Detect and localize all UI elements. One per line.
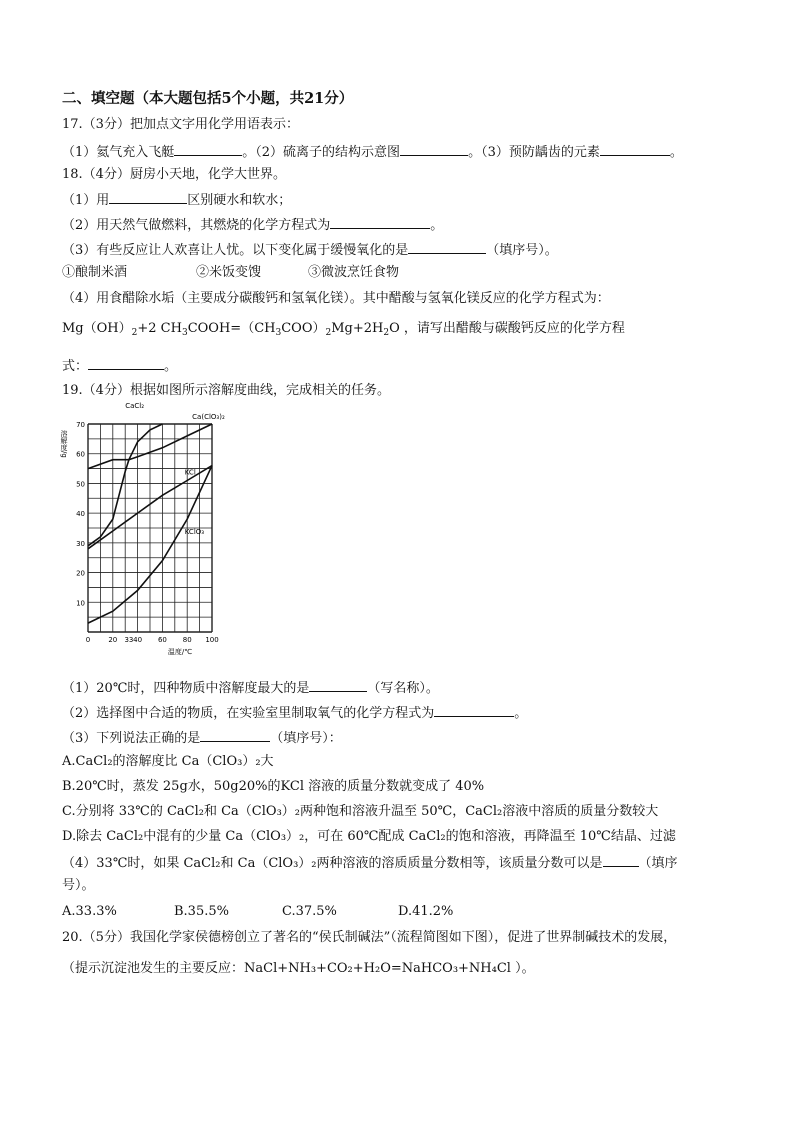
q18-part3 bbox=[62, 240, 558, 260]
q18-blank-3[interactable] bbox=[408, 240, 486, 254]
x-tick-label: 33 bbox=[124, 636, 134, 644]
x-tick-label: 20 bbox=[108, 636, 118, 644]
q18-blank-4[interactable] bbox=[88, 356, 164, 370]
q18-blank-1[interactable] bbox=[109, 190, 187, 204]
q19-stem: 19.（4分）根据如图所示溶解度曲线，完成相关的任务。 bbox=[62, 383, 390, 398]
q17-text-c: 。（3）预防龋齿的元素 bbox=[468, 145, 600, 160]
q19-p2-b: 。 bbox=[514, 706, 528, 721]
q17-part1 bbox=[62, 142, 683, 162]
q18-options bbox=[62, 264, 399, 282]
q19-blank-4[interactable] bbox=[603, 853, 639, 867]
q18-blank-2[interactable] bbox=[330, 215, 430, 229]
q17-blank-3[interactable] bbox=[600, 142, 670, 156]
y-tick-label: 40 bbox=[76, 510, 85, 519]
q18-option-2: ②米饭变馊 bbox=[196, 265, 262, 280]
q18-p3-a: （3）有些反应让人欢喜让人忧。以下变化属于缓慢氧化的是 bbox=[62, 243, 409, 258]
eq-rest: O ，请写出醋酸与碳酸钙反应的化学方程 bbox=[389, 321, 625, 336]
q19-choice-b: B.35.5% bbox=[174, 904, 229, 919]
chart-labels bbox=[60, 402, 225, 656]
q19-p4-a: （4）33℃时，如果 CaCl₂和 Ca（ClO₃）₂两种溶液的溶质质量分数相等，该质量分数可以是 bbox=[62, 856, 603, 871]
q18-equation: $Mg(OH)_2+2$ $CH_3COOH=(CH_3COO)_2Mg+2H_2O$ ，请写出醋酸与碳酸钙反应的化学方程 bbox=[62, 321, 625, 338]
q18-p3-b: （填序号）。 bbox=[486, 243, 558, 258]
eq-mg: Mg+2H bbox=[331, 321, 384, 336]
q19-option-a: A.CaCl₂的溶解度比 Ca（ClO₃）₂大 bbox=[62, 754, 274, 769]
q19-blank-1[interactable] bbox=[309, 678, 367, 692]
eq-mgoh: Mg（OH） bbox=[62, 321, 132, 336]
q19-option-d: D.除去 CaCl₂中混有的少量 Ca（ClO₃）₂，可在 60℃配成 CaCl₂的饱和溶液，再降温至 10℃结晶、过滤 bbox=[62, 829, 676, 844]
q18-stem: 18.（4分）厨房小天地，化学大世界。 bbox=[62, 167, 286, 182]
q19-choice-d: D.41.2% bbox=[398, 904, 454, 919]
q19-p1-b: （写名称）。 bbox=[367, 681, 439, 696]
q18-p1-b: 区别硬水和软水； bbox=[187, 193, 292, 208]
series-label-2: KCl bbox=[184, 468, 196, 477]
eq-end: 。 bbox=[164, 359, 178, 374]
q17-text-a: （1）氦气充入飞艇 bbox=[62, 145, 175, 160]
q19-choice-c: C.37.5% bbox=[282, 904, 337, 919]
series-label-1: Ca(ClO₃)₂ bbox=[192, 413, 225, 422]
y-tick-label: 50 bbox=[76, 480, 85, 489]
x-tick-label: 80 bbox=[182, 636, 192, 644]
q19-blank-3[interactable] bbox=[200, 728, 270, 742]
x-tick-label: 60 bbox=[157, 636, 167, 644]
series-label-3: KClO₃ bbox=[184, 527, 205, 536]
y-axis-label: 溶解度/g bbox=[60, 430, 68, 458]
y-tick-label: 60 bbox=[76, 450, 85, 459]
x-tick-label: 40 bbox=[133, 636, 143, 644]
q18-p1-a: （1）用 bbox=[62, 193, 110, 208]
q17-text-b: 。（2）硫离子的结构示意图 bbox=[242, 145, 401, 160]
q19-option-b: B.20℃时，蒸发 25g水，50g20%的KCl 溶液的质量分数就变成了 40% bbox=[62, 779, 485, 794]
q19-p1-a: （1）20℃时，四种物质中溶解度最大的是 bbox=[62, 681, 310, 696]
q19-blank-2[interactable] bbox=[434, 703, 514, 717]
x-tick-label: 0 bbox=[85, 636, 91, 644]
series-label-0: CaCl₂ bbox=[125, 402, 145, 411]
eq-cooh: COOH=（CH bbox=[187, 321, 276, 336]
q18-part4: （4）用食醋除水垢（主要成分碳酸钙和氢氧化镁）。其中醋酸与氢氧化镁反应的化学方程式为： bbox=[62, 291, 610, 306]
x-axis-label: 温度/℃ bbox=[167, 648, 193, 656]
y-tick-label: 30 bbox=[76, 539, 85, 548]
q17-blank-1[interactable] bbox=[174, 142, 242, 156]
x-tick-label: 100 bbox=[205, 636, 219, 644]
eq-ch3: +2 CH bbox=[137, 321, 182, 336]
q19-part4-cont: 号）。 bbox=[62, 878, 95, 893]
q17-stem: 17.（3分）把加点文字用化学用语表示： bbox=[62, 117, 299, 132]
q17-blank-2[interactable] bbox=[400, 142, 468, 156]
q18-option-3: ③微波烹饪食物 bbox=[308, 265, 400, 280]
q20-stem: 20.（5分）我国化学家侯德榜创立了著名的“侯氏制碱法”（流程简图如下图），促进了世界制碱技术的发展， bbox=[62, 930, 677, 945]
q18-part1 bbox=[62, 190, 291, 210]
q19-part2 bbox=[62, 703, 527, 723]
eq-label: 式： bbox=[62, 359, 89, 374]
q19-part1 bbox=[62, 678, 439, 698]
q19-choices bbox=[62, 903, 453, 921]
solubility-chart bbox=[60, 402, 225, 662]
q20-hint: （提示沉淀池发生的主要反应：NaCl+NH₃+CO₂+H₂O=NaHCO₃+NH₄Cl ）。 bbox=[62, 961, 535, 976]
y-tick-label: 10 bbox=[76, 599, 85, 608]
q18-part2 bbox=[62, 215, 443, 235]
q17-text-d: 。 bbox=[669, 145, 683, 160]
q19-choice-a: A.33.3% bbox=[62, 904, 117, 919]
q18-equation-answer bbox=[62, 356, 177, 376]
q19-p2-a: （2）选择图中合适的物质，在实验室里制取氧气的化学方程式为 bbox=[62, 706, 435, 721]
y-tick-label: 20 bbox=[76, 569, 85, 578]
eq-coo: COO） bbox=[281, 321, 326, 336]
q18-option-1: ①酿制米酒 bbox=[62, 265, 128, 280]
q19-option-c: C.分别将 33℃的 CaCl₂和 Ca（ClO₃）₂两种饱和溶液升温至 50℃，CaCl₂溶液中溶质的质量分数较大 bbox=[62, 804, 659, 819]
q19-part4 bbox=[62, 853, 678, 873]
y-tick-label: 70 bbox=[76, 421, 85, 429]
q18-p2-b: 。 bbox=[430, 218, 444, 233]
section-title: 二、填空题（本大题包括5个小题，共21分） bbox=[62, 90, 354, 107]
q19-p3-b: （填序号）： bbox=[270, 731, 342, 746]
q19-part3 bbox=[62, 728, 342, 748]
q19-p4-b: （填序 bbox=[638, 856, 678, 871]
q18-p2-a: （2）用天然气做燃料，其燃烧的化学方程式为 bbox=[62, 218, 331, 233]
q19-p3-a: （3）下列说法正确的是 bbox=[62, 731, 201, 746]
